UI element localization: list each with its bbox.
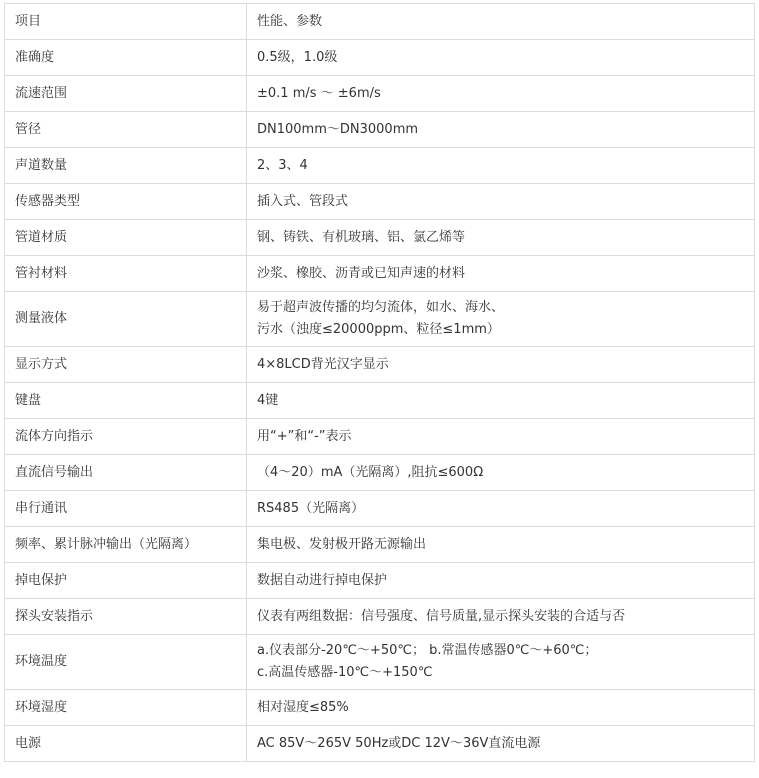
param-value-cell [247, 292, 755, 347]
table-row [5, 256, 755, 292]
table-header-row [5, 4, 755, 40]
table-row [5, 635, 755, 690]
table-row [5, 347, 755, 383]
param-value-line: 集电极、发射极开路无源输出 [257, 536, 427, 552]
param-value-cell [247, 635, 755, 690]
table-row [5, 220, 755, 256]
param-value-cell [247, 76, 755, 112]
table-row [5, 726, 755, 762]
table-row [5, 112, 755, 148]
table-row [5, 419, 755, 455]
param-value-line: 易于超声波传播的均匀流体，如水、海水、 [257, 300, 505, 315]
param-value-cell [247, 726, 755, 762]
param-name-cell: 流速范围 [5, 76, 247, 112]
header-name-cell: 项目 [5, 4, 247, 40]
param-name-cell: 环境温度 [5, 635, 247, 690]
param-name-cell: 声道数量 [5, 148, 247, 184]
param-name-cell: 管衬材料 [5, 256, 247, 292]
param-value-line: 0.5级，1.0级 [257, 49, 338, 65]
param-value-line: （4～20）mA（光隔离）,阻抗≤600Ω [257, 464, 484, 480]
param-value-cell [247, 256, 755, 292]
header-value-cell: 性能、参数 [247, 4, 755, 40]
param-value-line: ±0.1 m/s ～ ±6m/s [257, 85, 381, 101]
param-value-line: DN100mm～DN3000mm [257, 121, 419, 137]
table-row [5, 599, 755, 635]
param-name-cell: 电源 [5, 726, 247, 762]
param-name-cell: 频率、累计脉冲输出（光隔离） [5, 527, 247, 563]
param-value-cell [247, 563, 755, 599]
table-row [5, 292, 755, 347]
table-row [5, 563, 755, 599]
param-name-cell: 环境湿度 [5, 690, 247, 726]
param-value-cell [247, 184, 755, 220]
param-name-cell: 流体方向指示 [5, 419, 247, 455]
param-name-cell: 键盘 [5, 383, 247, 419]
param-value-cell [247, 40, 755, 76]
param-value-line: RS485（光隔离） [257, 500, 365, 516]
param-name-cell: 探头安装指示 [5, 599, 247, 635]
param-value-line: a.仪表部分-20℃～+50℃； b.常温传感器0℃～+60℃； [257, 643, 598, 658]
param-name-cell: 管径 [5, 112, 247, 148]
param-value-line: c.高温传感器-10℃～+150℃ [257, 665, 433, 680]
param-value-cell [247, 455, 755, 491]
param-name-cell: 管道材质 [5, 220, 247, 256]
param-value-cell [247, 383, 755, 419]
param-value-cell [247, 690, 755, 726]
param-value-cell [247, 220, 755, 256]
table-row [5, 491, 755, 527]
table-row [5, 76, 755, 112]
table-row [5, 455, 755, 491]
param-value-line: 4×8LCD背光汉字显示 [257, 356, 389, 372]
param-value-line: 钢、铸铁、有机玻璃、铝、氯乙烯等 [257, 229, 466, 245]
param-value-line: 2、3、4 [257, 157, 308, 173]
spec-table [4, 3, 755, 762]
param-name-cell: 串行通讯 [5, 491, 247, 527]
param-name-cell: 掉电保护 [5, 563, 247, 599]
param-value-cell [247, 491, 755, 527]
param-value-line: 仪表有两组数据：信号强度、信号质量,显示探头安装的合适与否 [257, 608, 626, 624]
table-row [5, 184, 755, 220]
param-name-cell: 准确度 [5, 40, 247, 76]
param-name-cell: 测量液体 [5, 292, 247, 347]
param-value-cell [247, 347, 755, 383]
param-value-line: 沙浆、橡胶、沥青或已知声速的材料 [257, 265, 466, 281]
param-value-cell [247, 527, 755, 563]
param-value-line: AC 85V～265V 50Hz或DC 12V～36V直流电源 [257, 735, 541, 751]
param-value-line: 用“+”和“-”表示 [257, 428, 352, 444]
param-value-line: 相对湿度≤85% [257, 699, 349, 715]
param-name-cell: 传感器类型 [5, 184, 247, 220]
param-name-cell: 显示方式 [5, 347, 247, 383]
param-value-cell [247, 148, 755, 184]
param-value-cell [247, 599, 755, 635]
param-name-cell: 直流信号输出 [5, 455, 247, 491]
spec-table-body [5, 4, 755, 762]
param-value-cell [247, 419, 755, 455]
param-value-line: 污水（浊度≤20000ppm、粒径≤1mm） [257, 322, 500, 337]
param-value-line: 4键 [257, 392, 279, 408]
table-row [5, 690, 755, 726]
table-row [5, 148, 755, 184]
param-value-cell [247, 112, 755, 148]
table-row [5, 527, 755, 563]
table-row [5, 40, 755, 76]
param-value-line: 插入式、管段式 [257, 193, 349, 209]
param-value-line: 数据自动进行掉电保护 [257, 572, 388, 588]
table-row [5, 383, 755, 419]
